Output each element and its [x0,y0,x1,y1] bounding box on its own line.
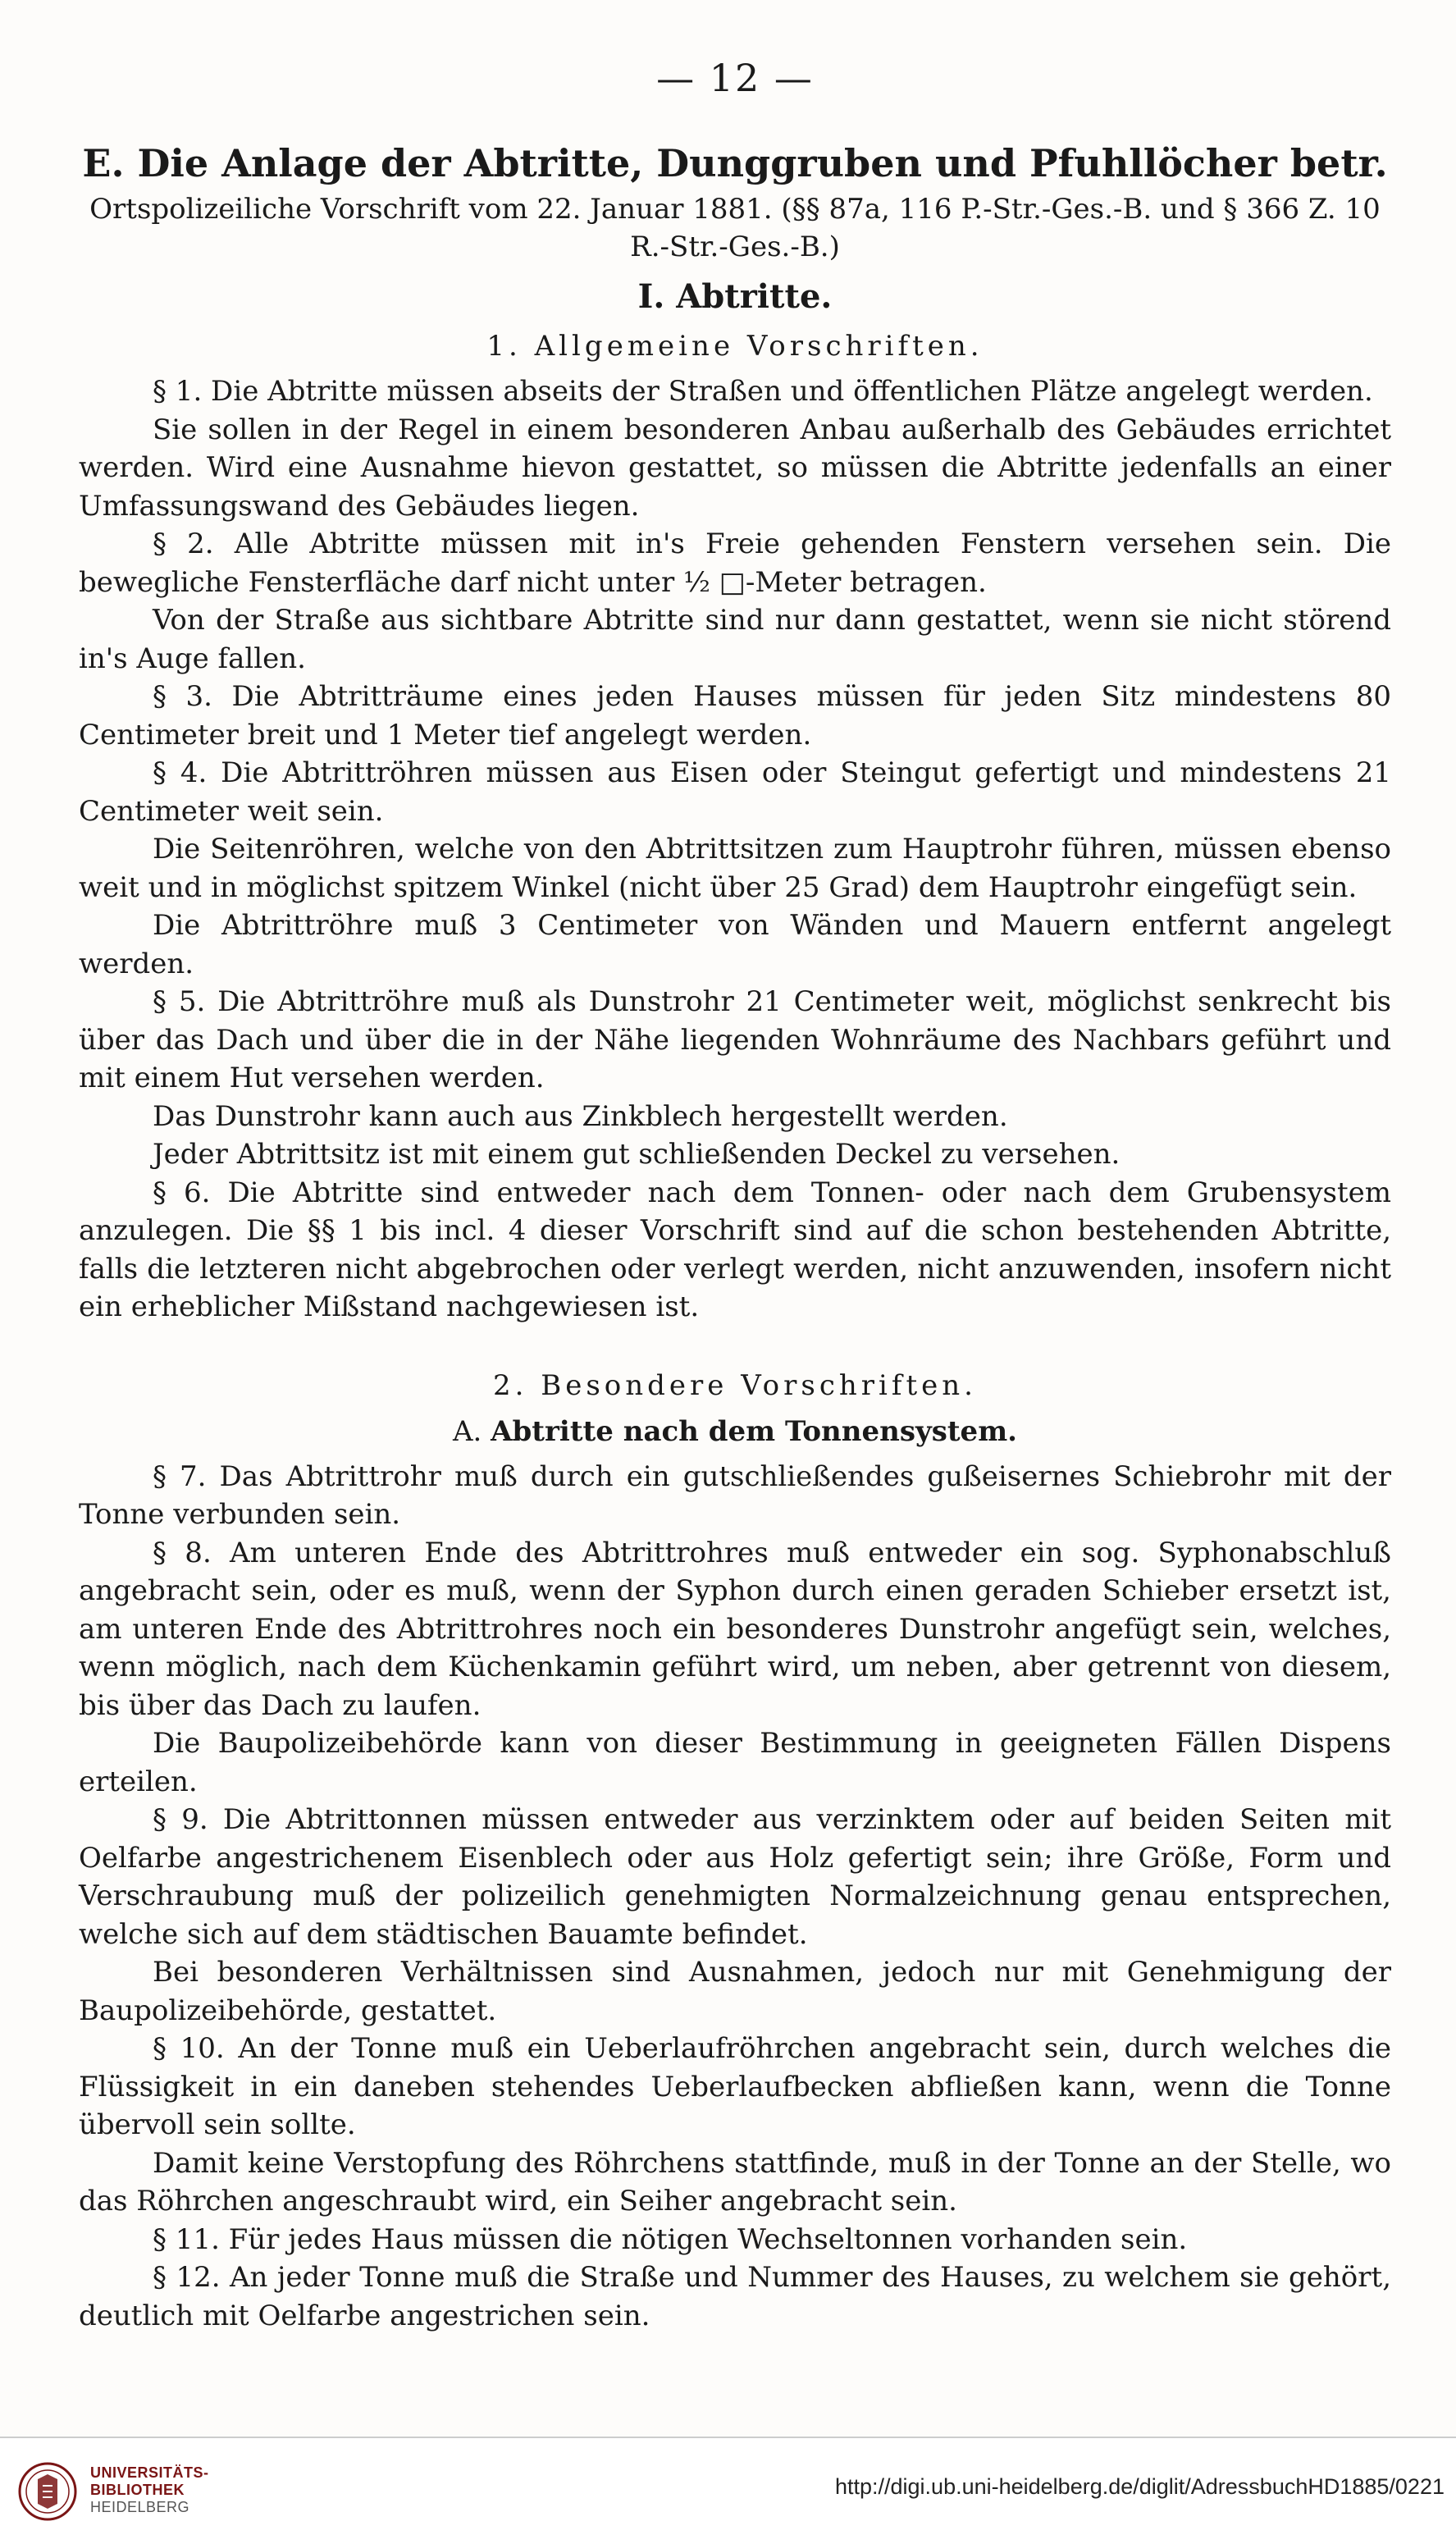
paragraph: § 2. Alle Abtritte müssen mit in's Freie gehenden Fenstern versehen sein. Die bewegliche Fensterfläche darf nicht unter ½ □-Meter betragen. [79,528,1391,599]
university-library-logo-icon [15,2455,80,2528]
paragraph: Die Baupolizeibehörde kann von dieser Bestimmung in geeigneten Fällen Dispens erteilen. [79,1727,1391,1798]
subsubsection-heading-tonnensystem [79,1410,1391,1453]
paragraph: § 4. Die Abtrittröhren müssen aus Eisen oder Steingut gefertigt und mindestens 21 Centimeter weit sein. [79,756,1391,828]
paragraph: Die Abtrittröhre muß 3 Centimeter von Wänden und Mauern entfernt angelegt werden. [79,909,1391,980]
paragraph: § 7. Das Abtrittrohr muß durch ein gutschließendes gußeisernes Schiebrohr mit der Tonne verbunden sein. [79,1459,1391,1531]
subsubsection-title: Abtritte nach dem Tonnensystem. [491,1414,1018,1448]
paragraph: § 5. Die Abtrittröhre muß als Dunstrohr 21 Centimeter weit, möglichst senkrecht bis über das Dach und über die in der Nähe liegenden Wohnräume des Nachbars geführt und mit einem Hut versehen werden. [79,985,1391,1094]
subsection-heading-besondere: 2. Besondere Vorschriften. [493,1368,977,1402]
paragraph: Bei besonderen Verhältnissen sind Ausnahmen, jedoch nur mit Genehmigung der Baupolizeibehörde, gestattet. [79,1956,1391,2027]
paragraph: Sie sollen in der Regel in einem besonderen Anbau außerhalb des Gebäudes errichtet werden. Wird eine Ausnahme hievon gestattet, so müssen die Abtritte jedenfalls an einer Umfassungswand des Gebäudes liegen. [79,413,1391,523]
paragraph: § 11. Für jedes Haus müssen die nötigen Wechseltonnen vorhanden sein. [153,2222,1188,2256]
paragraph: Das Dunstrohr kann auch aus Zinkblech hergestellt werden. [153,1099,1008,1133]
paragraph: Von der Straße aus sichtbare Abtritte sind nur dann gestattet, wenn sie nicht störend in's Auge fallen. [79,604,1391,675]
paragraph: Jeder Abtrittsitz ist mit einem gut schließenden Deckel zu versehen. [153,1138,1121,1171]
section-heading-abtritte: I. Abtritte. [637,277,833,316]
paragraph: Damit keine Verstopfung des Röhrchens stattfinde, muß in der Tonne an der Stelle, wo das Röhrchen angeschraubt wird, ein Seiher angebracht sein. [79,2146,1391,2217]
subsection-heading-allgemeine: 1. Allgemeine Vorschriften. [486,330,984,363]
paragraph: § 12. An jeder Tonne muß die Straße und Nummer des Hauses, zu welchem sie gehört, deutlich mit Oelfarbe angestrichen sein. [79,2261,1391,2332]
library-name [90,2464,209,2516]
paragraphs-general [79,372,1391,1327]
paragraphs-special [79,1458,1391,2336]
source-url-link[interactable]: http://digi.ub.uni-heidelberg.de/diglit/AdressbuchHD1885/0221 [834,2474,1445,2499]
library-name-line: HEIDELBERG [90,2499,190,2515]
library-name-line: UNIVERSITÄTS- [90,2464,209,2481]
page-number: — 12 — [656,56,814,100]
paragraph: § 6. Die Abtritte sind entweder nach dem Tonnen- oder nach dem Grubensystem anzulegen. Die §§ 1 bis incl. 4 dieser Vorschrift sind auf die schon bestehenden Abtritte, falls die letzteren nicht abgebrochen oder verlegt werden, nicht anzuwenden, insofern nicht ein erheblicher Mißstand nachgewiesen ist. [79,1176,1391,1323]
paragraph: § 1. Die Abtritte müssen abseits der Straßen und öffentlichen Plätze angelegt werden. [153,375,1373,408]
footer-divider [0,2437,1456,2438]
document-title: E. Die Anlage der Abtritte, Dunggruben und Pfuhllöcher betr. [82,141,1388,185]
library-name-line: BIBLIOTHEK [90,2482,185,2498]
document-subtitle: Ortspolizeiliche Vorschrift vom 22. Januar 1881. (§§ 87a, 116 P.-Str.-Ges.-B. und § 366 Z. 10 R.-Str.-Ges.-B.) [89,193,1381,263]
subsubsection-letter: A. [452,1414,482,1448]
digitization-footer [0,2437,1456,2544]
paragraph: § 3. Die Abtritträume eines jeden Hauses müssen für jeden Sitz mindestens 80 Centimeter breit und 1 Meter tief angelegt werden. [79,680,1391,751]
paragraph: Die Seitenröhren, welche von den Abtrittsitzen zum Hauptrohr führen, müssen ebenso weit und in möglichst spitzem Winkel (nicht über 25 Grad) dem Hauptrohr eingefügt sein. [79,833,1391,904]
document-body [79,49,1391,2335]
paragraph: § 8. Am unteren Ende des Abtrittrohres muß entweder ein sog. Syphonabschluß angebracht sein, oder es muß, wenn der Syphon durch einen geraden Schieber ersetzt ist, am unteren Ende des Abtrittrohres noch ein besonderes Dunstrohr angefügt sein, welches, wenn möglich, nach dem Küchenkamin geführt wird, um neben, aber getrennt von diesem, bis über das Dach zu laufen. [79,1536,1391,1722]
paragraph: § 9. Die Abtrittonnen müssen entweder aus verzinktem oder auf beiden Seiten mit Oelfarbe angestrichenem Eisenblech oder aus Holz gefertigt sein; ihre Größe, Form und Verschraubung muß der polizeilich genehmigten Normalzeichnung genau entsprechen, welche sich auf dem städtischen Bauamte befindet. [79,1803,1391,1951]
paragraph: § 10. An der Tonne muß ein Ueberlaufröhrchen angebracht sein, durch welches die Flüssigkeit in ein daneben stehendes Ueberlaufbecken abfließen kann, wenn die Tonne übervoll sein sollte. [79,2032,1391,2141]
